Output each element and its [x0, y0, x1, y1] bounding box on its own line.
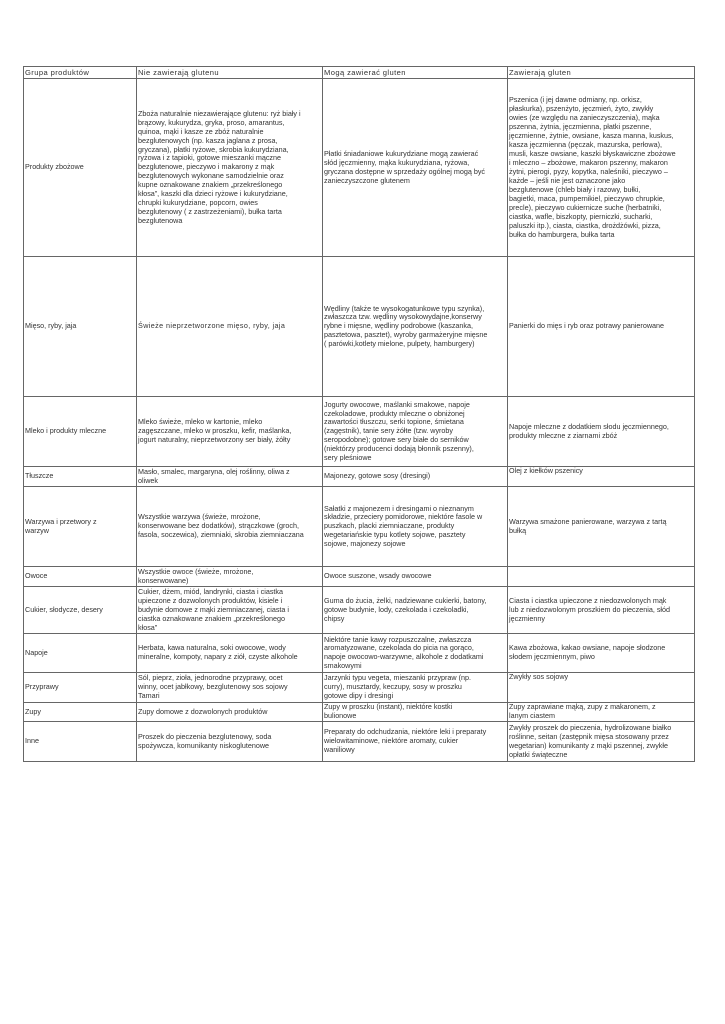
row-group: Przyprawy [24, 673, 137, 703]
cell-contains: Zwykły proszek do pieczenia, hydrolizowane białko roślinne, seitan (zastępnik mięsa stosowany przez wegetarian) komunikanty z mąki pszennej, zwykłe opłatki świąteczne [508, 722, 695, 762]
cell-contains: Ciasta i ciastka upieczone z niedozwolonych mąk lub z niedozwolonym proszkiem do pieczenia, słód jęczmienny [508, 587, 695, 634]
cell-no-gluten: Zupy domowe z dozwolonych produktów [137, 703, 323, 722]
cell-may-contain: Owoce suszone, wsady owocowe [323, 567, 508, 587]
cell-contains: Zwykły sos sojowy [508, 673, 695, 703]
header-may-contain: Mogą zawierać gluten [323, 67, 508, 79]
cell-contains: Olej z kiełków pszenicy [508, 467, 695, 487]
cell-no-gluten: Sól, pieprz, zioła, jednorodne przyprawy, ocet winny, ocet jabłkowy, bezglutenowy sos sojowy Tamari [137, 673, 323, 703]
row-group: Warzywa i przetwory z warzyw [24, 487, 137, 567]
row-group: Mięso, ryby, jaja [24, 257, 137, 397]
cell-may-contain: Zupy w proszku (instant), niektóre kostki bulionowe [323, 703, 508, 722]
header-product-group: Grupa produktów [24, 67, 137, 79]
row-group: Zupy [24, 703, 137, 722]
gluten-table [23, 66, 695, 762]
table-row [24, 397, 695, 467]
table-row [24, 722, 695, 762]
cell-may-contain: Sałatki z majonezem i dresingami o nieznanym składzie, przeciery pomidorowe, niektóre fasole w puszkach, placki ziemniaczane, produkty wegetariańskie typu kotlety sojowe, pasztety sojowe, majonezy sojowe [323, 487, 508, 567]
cell-no-gluten: Wszystkie warzywa (świeże, mrożone, konserwowane bez dodatków), strączkowe (groch, fasola, soczewica), ziemniaki, skrobia ziemniaczana [137, 487, 323, 567]
table-row [24, 79, 695, 257]
table-row [24, 587, 695, 634]
cell-contains: Warzywa smażone panierowane, warzywa z tartą bułką [508, 487, 695, 567]
cell-contains: Napoje mleczne z dodatkiem słodu jęczmiennego, produkty mleczne z ziarnami zbóż [508, 397, 695, 467]
table-row [24, 487, 695, 567]
header-contains: Zawierają gluten [508, 67, 695, 79]
row-group: Owoce [24, 567, 137, 587]
cell-no-gluten: Zboża naturalnie niezawierające glutenu: ryż biały i brązowy, kukurydza, gryka, proso, amarantus, quinoa, mąki i kasze ze zbóż naturalnie bezglutenowych (np. kasza jaglana z prosa, gryczana), płatki ryżowe, skrobia kukurydziana, ryżowa i z tapioki, gotowe mieszanki mączne bezglutenowe, pieczywo i makarony z mąk bezglutenowych wykonane samodzielnie oraz kupne oznakowane znakiem „przekreślonego kłosa”, kaszki dla dzieci ryżowe i kukurydziane, chrupki kukurydziane, popcorn, owies bezglutenowy ( z zastrzeżeniami), bułka tarta bezglutenowa [137, 79, 323, 257]
table-row [24, 673, 695, 703]
cell-contains: Pszenica (i jej dawne odmiany, np. orkisz, płaskurka), pszenżyto, jęczmień, żyto, zwykły owies (ze względu na zanieczyszczenia), mąka pszenna, żytnia, jęczmienna, płatki pszenne, jęczmienne, żytnie, owsiane, kasza manna, kuskus, kasza jęczmienna (pęczak, mazurska, perłowa), musli, kasze owsiane, kaszki błyskawiczne zbożowe i mleczno – zbożowe, makaron pszenny, makaron żytni, pierogi, pyzy, kopytka, naleśniki, pieczywo – każde – jeśli nie jest oznaczone jako bezglutenowe (chleb biały i razowy, bułki, bagietki, maca, pumpernikiel, pieczywo chrupkie, precle), pieczywo cukiernicze suche (herbatniki, ciastka, wafle, biszkopty, pierniczki, sucharki, paluszki itp.), ciasta, ciastka, drożdżówki, pizza, bułka do hamburgera, bułka tarta [508, 79, 695, 257]
table-row [24, 257, 695, 397]
cell-no-gluten: Herbata, kawa naturalna, soki owocowe, wody mineralne, kompoty, napary z ziół, czyste alkohole [137, 634, 323, 673]
row-group: Napoje [24, 634, 137, 673]
cell-no-gluten: Proszek do pieczenia bezglutenowy, soda spożywcza, komunikanty niskoglutenowe [137, 722, 323, 762]
header-no-gluten: Nie zawierają glutenu [137, 67, 323, 79]
cell-no-gluten: Mleko świeże, mleko w kartonie, mleko zagęszczane, mleko w proszku, kefir, maślanka, jogurt naturalny, nieprzetworzony ser biały, żółty [137, 397, 323, 467]
cell-may-contain: Wędliny (także te wysokogatunkowe typu szynka), zwłaszcza tzw. wędliny wysokowydajne,konserwy rybne i mięsne, wędliny podrobowe (kaszanka, pasztetowa, pasztet), wyroby garmażeryjne mięsne ( parówki,kotlety mielone, pulpety, hamburgery) [323, 257, 508, 397]
cell-contains: Kawa zbożowa, kakao owsiane, napoje słodzone słodem jęczmiennym, piwo [508, 634, 695, 673]
cell-may-contain: Niektóre tanie kawy rozpuszczalne, zwłaszcza aromatyzowane, czekolada do picia na gorąco, napoje owocowo-warzywne, alkohole z dodatkami smakowymi [323, 634, 508, 673]
table-row [24, 634, 695, 673]
cell-may-contain: Płatki śniadaniowe kukurydziane mogą zawierać słód jęczmienny, mąka kukurydziana, ryżowa, gryczana dostępne w sprzedaży ogólnej mogą być zanieczyszczone glutenem [323, 79, 508, 257]
cell-may-contain: Guma do żucia, żelki, nadziewane cukierki, batony, gotowe budynie, lody, czekolada i czekoladki, chipsy [323, 587, 508, 634]
cell-contains [508, 567, 695, 587]
table-row [24, 467, 695, 487]
cell-may-contain: Majonezy, gotowe sosy (dresingi) [323, 467, 508, 487]
cell-no-gluten: Wszystkie owoce (świeże, mrożone, konserwowane) [137, 567, 323, 587]
row-group: Produkty zbożowe [24, 79, 137, 257]
cell-contains: Panierki do mięs i ryb oraz potrawy panierowane [508, 257, 695, 397]
cell-may-contain: Jarzynki typu vegeta, mieszanki przypraw (np. curry), musztardy, keczupy, sosy w proszku gotowe dipy i dresingi [323, 673, 508, 703]
cell-no-gluten: Świeże nieprzetworzone mięso, ryby, jaja [137, 257, 323, 397]
table-row [24, 703, 695, 722]
table-row [24, 567, 695, 587]
cell-no-gluten: Masło, smalec, margaryna, olej roślinny, oliwa z oliwek [137, 467, 323, 487]
row-group: Cukier, słodycze, desery [24, 587, 137, 634]
cell-may-contain: Preparaty do odchudzania, niektóre leki i preparaty wielowitaminowe, niektóre aromaty, cukier waniliowy [323, 722, 508, 762]
cell-may-contain: Jogurty owocowe, maślanki smakowe, napoje czekoladowe, produkty mleczne o obniżonej zawartości tłuszczu, serki topione, śmietana (zagęstnik), tanie sery żółte (tzw. wyroby seropodobne); gotowe sery białe do serników (niektórzy producenci dodają błonnik pszenny), sery pleśniowe [323, 397, 508, 467]
table-header-row [24, 67, 695, 79]
cell-no-gluten: Cukier, dżem, miód, landrynki, ciasta i ciastka upieczone z dozwolonych produktów, kisiele i budynie domowe z mąki ziemniaczanej, ciasta i ciastka oznakowane znakiem „przekreślonego kłosa” [137, 587, 323, 634]
cell-contains: Zupy zaprawiane mąką, zupy z makaronem, z lanym ciastem [508, 703, 695, 722]
row-group: Mleko i produkty mleczne [24, 397, 137, 467]
row-group: Tłuszcze [24, 467, 137, 487]
row-group: Inne [24, 722, 137, 762]
